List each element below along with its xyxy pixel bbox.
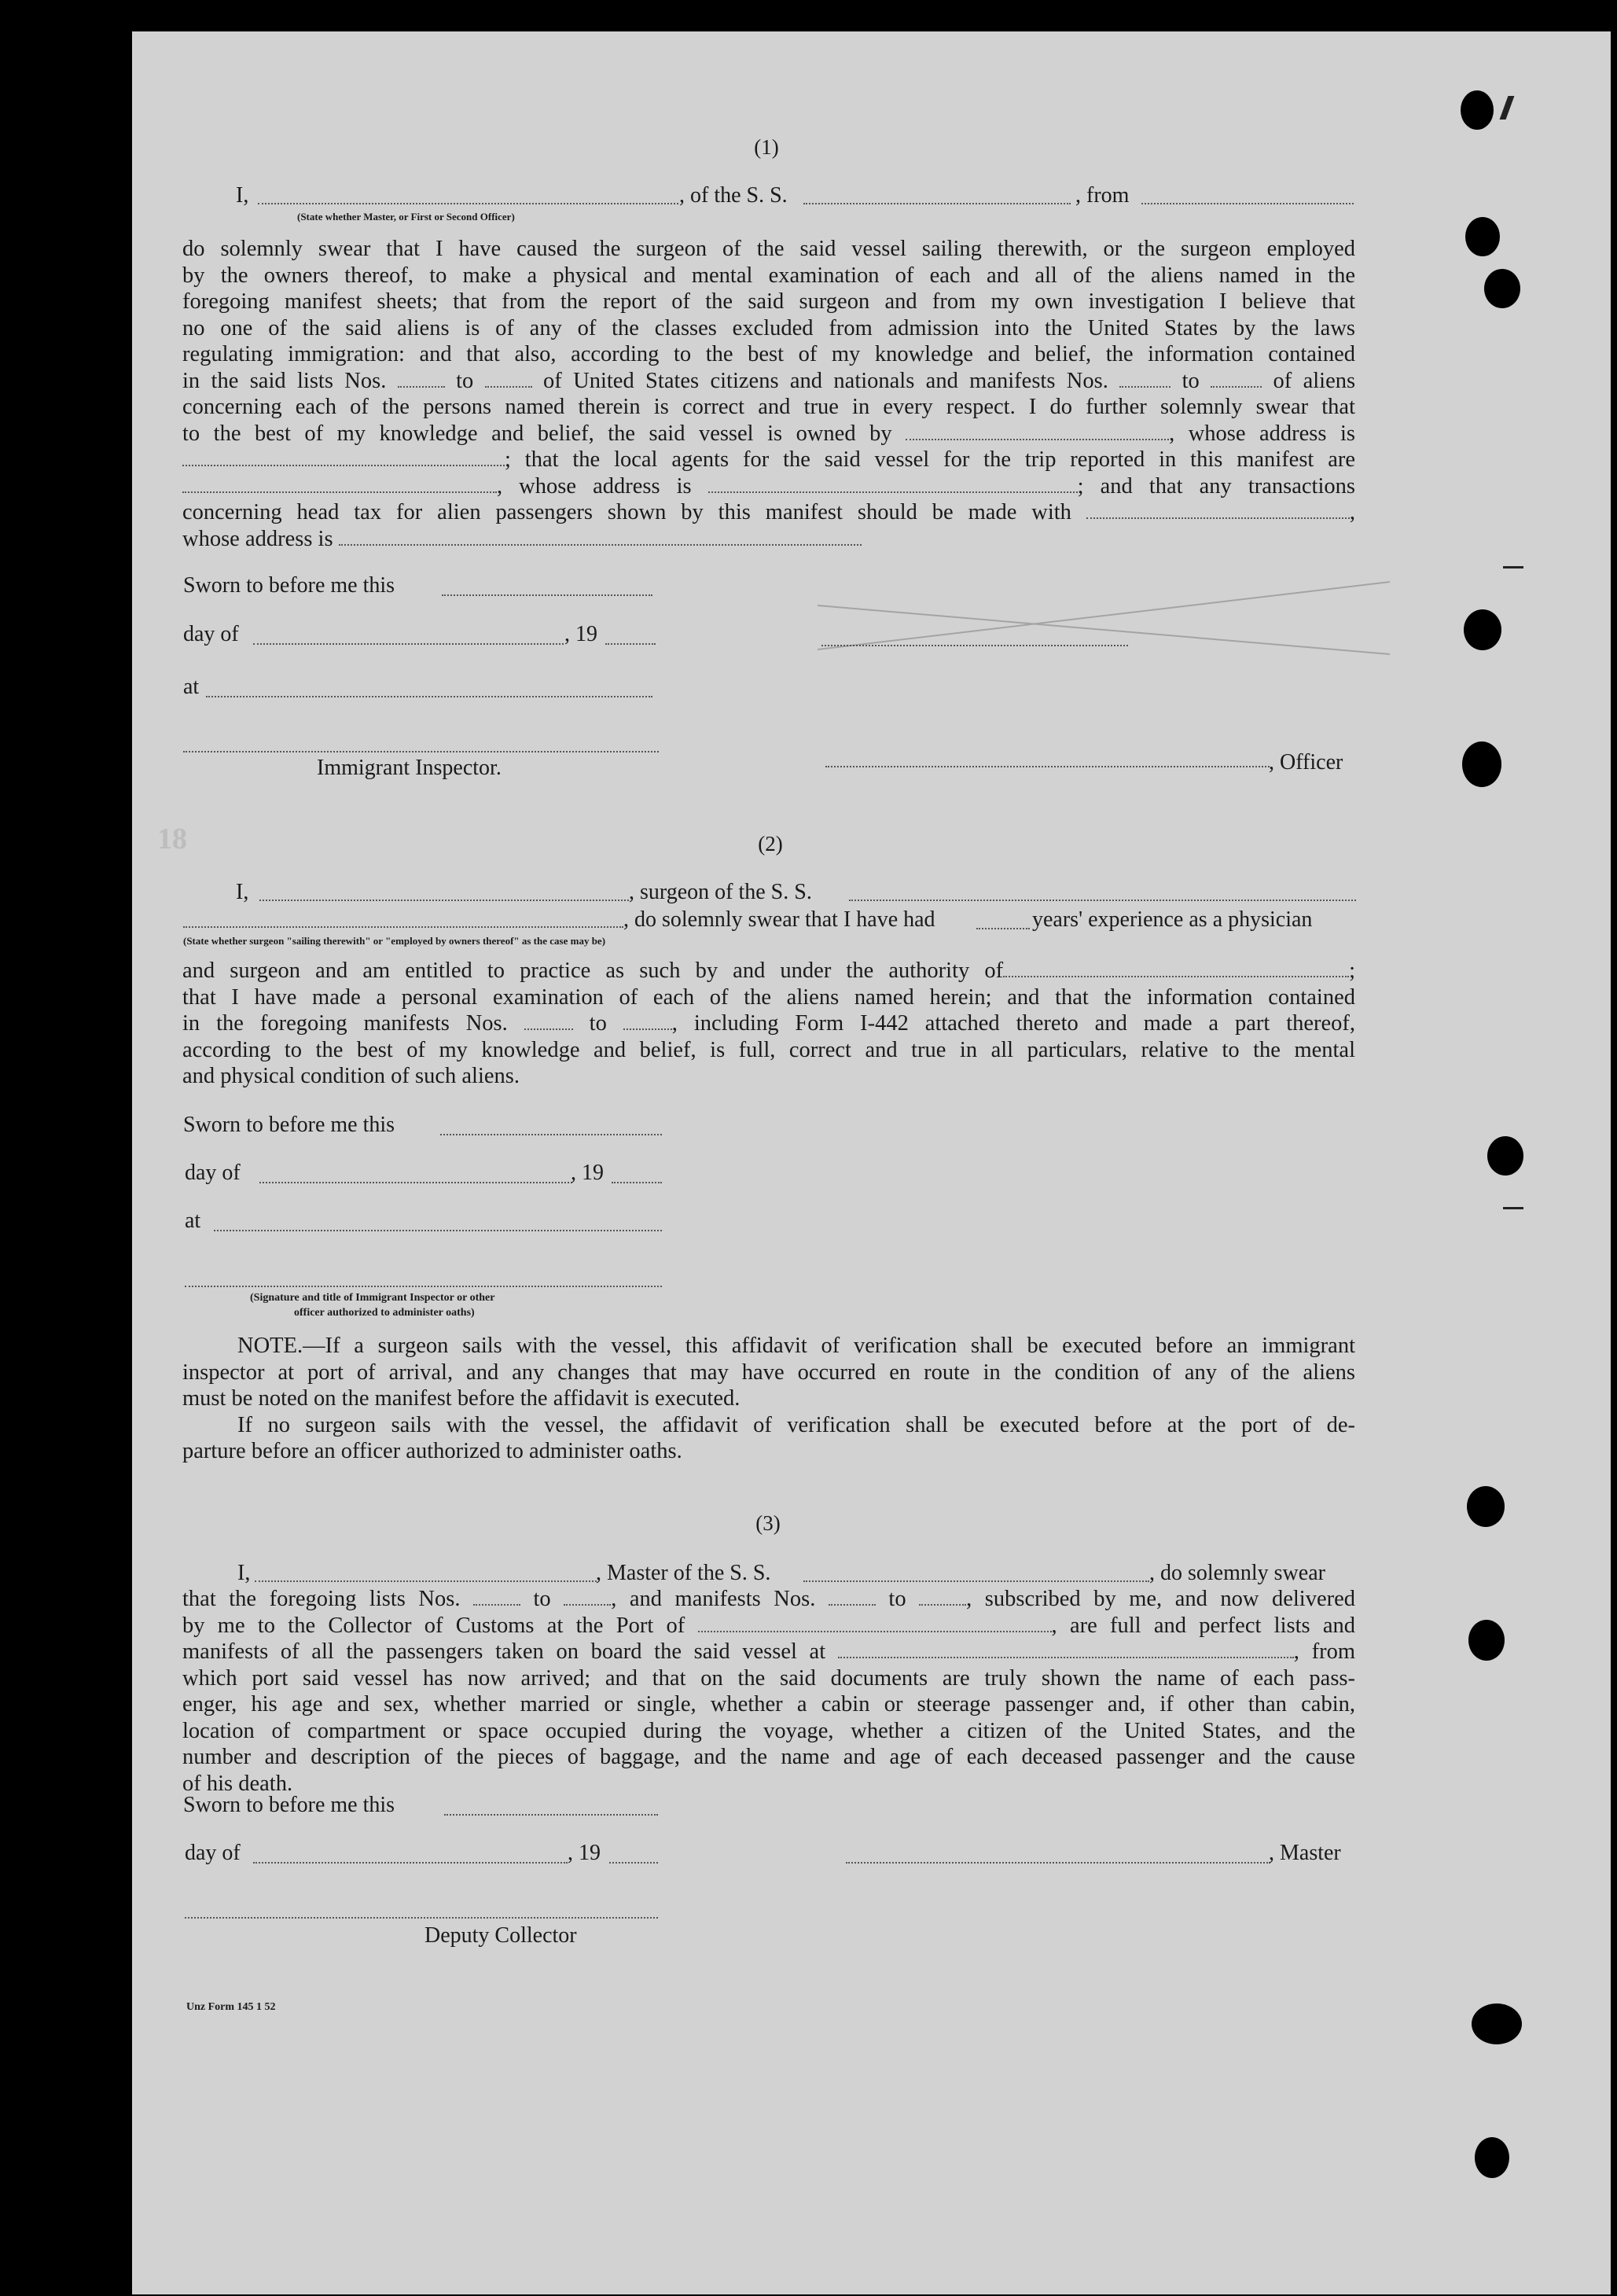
s3-line: location of compartment or space occupied during the voyage, whether a citizen of the United States, and the: [182, 1718, 1355, 1743]
punch-hole: [1465, 217, 1500, 256]
punch-hole: [1467, 1486, 1505, 1527]
s1-headtax-address-field[interactable]: [339, 527, 862, 546]
s1-manifests-to-field[interactable]: [1211, 369, 1262, 388]
s2-ss-label: , surgeon of the S. S.: [629, 880, 812, 904]
s2-year-field[interactable]: [612, 1182, 662, 1183]
s1-sworn-label: Sworn to before me this: [183, 573, 395, 598]
s2-at-label: at: [185, 1209, 201, 1233]
punch-hole: [1475, 2137, 1509, 2178]
s2-note2-line: parture before an officer authorized to administer oaths.: [182, 1439, 682, 1463]
s1-owner-field[interactable]: [906, 421, 1169, 440]
s2-note-paragraph: [182, 1333, 1355, 1465]
s2-manifests-from-field[interactable]: [524, 1011, 573, 1030]
s1-lists-from-field[interactable]: [398, 369, 445, 388]
s1-inspector-signature-line[interactable]: [183, 751, 659, 752]
s2-oath-paragraph: [182, 958, 1355, 1090]
s3-line-lists: that the foregoing lists Nos. to , and manifests Nos. to , subscribed by me, and now delivered: [182, 1587, 1356, 1611]
s3-master-signature-line[interactable]: [846, 1862, 1270, 1864]
s1-inspector-label: Immigrant Inspector.: [317, 756, 502, 780]
s1-officer-label: , Officer: [1269, 750, 1343, 775]
s2-sworn-label: Sworn to before me this: [183, 1113, 395, 1137]
s1-year-label: , 19: [564, 622, 597, 646]
s1-line-agents: ; that the local agents for the said vessel for the trip reported in this manifest are: [182, 447, 1355, 473]
s3-taken-at-field[interactable]: [838, 1639, 1294, 1658]
s1-line: no one of the said aliens is of any of the classes excluded from admission into the United States by the laws: [182, 315, 1355, 340]
s1-line-lists: in the said lists Nos. to of United States citizens and nationals and manifests Nos. to of aliens: [182, 368, 1356, 393]
s3-line-taken: manifests of all the passengers taken on board the said vessel at , from: [182, 1639, 1355, 1664]
s1-oath-paragraph: [182, 236, 1355, 552]
s2-manifests-to-field[interactable]: [623, 1011, 672, 1030]
s1-line-headtax: concerning head tax for alien passengers shown by this manifest should be made with ,: [182, 500, 1355, 524]
margin-tick: [1503, 566, 1523, 568]
s2-line: according to the best of my knowledge and belief, is full, correct and true in all particulars, relative to the mental: [182, 1037, 1355, 1062]
s2-swear-label: , do solemnly swear that I have had: [623, 907, 935, 932]
s2-years-label: years' experience as a physician: [1032, 907, 1313, 932]
s2-sworn-field[interactable]: [440, 1134, 662, 1135]
s1-dayof-label: day of: [183, 622, 239, 646]
s2-line-authority: and surgeon and am entitled to practice as such by and under the authority of ;: [182, 959, 1355, 983]
s1-officer-note: (State whether Master, or First or Second Officer): [297, 211, 515, 223]
s3-line: which port said vessel has now arrived; and that on the said documents are truly shown the name of each pass-: [182, 1665, 1355, 1691]
s1-officer-signature-line[interactable]: [825, 766, 1270, 767]
section-2-number: (2): [758, 832, 783, 855]
margin-tick: [1503, 1207, 1523, 1209]
s3-line-port: by me to the Collector of Customs at the Port of , are full and perfect lists and: [182, 1613, 1356, 1638]
cross-out-mark: [818, 574, 1399, 660]
s1-line-whose: whose address is: [182, 526, 1355, 553]
s2-years-field[interactable]: [976, 928, 1030, 929]
s2-at-field[interactable]: [214, 1230, 662, 1231]
s1-ss-label: , of the S. S.: [679, 183, 788, 208]
s1-year-field[interactable]: [605, 643, 656, 645]
punch-hole: [1462, 741, 1501, 787]
s1-from-field[interactable]: [1141, 203, 1354, 204]
form-identifier: Unz Form 145 1 52: [186, 2001, 276, 2013]
s3-lists-from-field[interactable]: [473, 1587, 520, 1606]
s1-sworn-field[interactable]: [442, 594, 652, 596]
s1-line-owner: to the best of my knowledge and belief, the said vessel is owned by , whose address is: [182, 421, 1355, 446]
s1-agents-field[interactable]: [182, 474, 497, 493]
s3-manifests-from-field[interactable]: [829, 1587, 876, 1606]
section-3-number: (3): [755, 1511, 781, 1535]
section-1-number: (1): [754, 135, 779, 159]
s1-signature-line-upper[interactable]: [821, 645, 1128, 646]
punch-hole: [1487, 1136, 1523, 1176]
s2-sig-note-2: officer authorized to administer oaths): [294, 1307, 475, 1319]
s3-master-name-field[interactable]: [255, 1580, 597, 1582]
s2-line-manifests: in the foregoing manifests Nos. to , including Form I-442 attached thereto and made a part thereof,: [182, 1011, 1356, 1036]
s3-master-sig-label: , Master: [1269, 1841, 1341, 1865]
s1-from-label: , from: [1075, 183, 1130, 208]
s1-at-field[interactable]: [206, 696, 652, 697]
s2-year-label: , 19: [571, 1161, 604, 1185]
s2-day-field[interactable]: [259, 1182, 572, 1183]
s1-manifests-from-field[interactable]: [1119, 369, 1170, 388]
s2-vessel-field[interactable]: [849, 900, 1356, 901]
s2-surgeon-name-field[interactable]: [259, 900, 629, 901]
s3-manifests-to-field[interactable]: [919, 1587, 966, 1606]
s1-agent-address-field[interactable]: [708, 474, 1078, 493]
s3-port-field[interactable]: [698, 1613, 1052, 1632]
s1-line-agent-address: , whose address is ; and that any transactions: [182, 473, 1355, 500]
s3-swear-label: , do solemnly swear: [1149, 1561, 1325, 1585]
punch-hole: [1461, 90, 1494, 130]
s2-authority-field[interactable]: [1003, 959, 1349, 977]
faded-mark: 18: [157, 822, 187, 855]
s2-dayof-label: day of: [185, 1161, 241, 1185]
s2-note-line: must be noted on the manifest before the affidavit is executed.: [182, 1386, 741, 1411]
s1-line: concerning each of the persons named therein is correct and true in every respect. I do further solemnly swear that: [182, 395, 1355, 419]
s3-year-field[interactable]: [609, 1862, 658, 1864]
s2-signature-line[interactable]: [185, 1286, 662, 1287]
s2-surgeon-status-field[interactable]: [183, 926, 623, 928]
s1-vessel-field[interactable]: [803, 203, 1071, 204]
s1-line: foregoing manifest sheets; that from the report of the said surgeon and from my own investigation I believe that: [182, 289, 1355, 314]
punch-hole: [1484, 269, 1520, 308]
s3-deputy-signature-line[interactable]: [185, 1917, 658, 1919]
s1-line: regulating immigration: and that also, according to the best of my knowledge and belief, the information contained: [182, 342, 1355, 366]
s1-headtax-field[interactable]: [1086, 500, 1350, 519]
s3-master-label: , Master of the S. S.: [596, 1561, 771, 1585]
s3-vessel-field[interactable]: [803, 1580, 1149, 1582]
punch-hole: [1468, 1620, 1505, 1661]
s2-i-label: I,: [236, 880, 249, 904]
s3-oath-paragraph: [182, 1586, 1355, 1797]
s3-deputy-label: Deputy Collector: [424, 1923, 577, 1948]
s3-line: number and description of the pieces of baggage, and the name and age of each deceased passenger and the cause: [182, 1745, 1355, 1769]
s2-note-line: NOTE.—If a surgeon sails with the vessel, this affidavit of verification shall be executed before an immigrant: [237, 1334, 1355, 1358]
s2-surgeon-note: (State whether surgeon "sailing therewith" or "employed by owners thereof" as the case may be): [183, 935, 606, 947]
s3-year-label: , 19: [568, 1841, 601, 1865]
s2-line: and physical condition of such aliens.: [182, 1064, 520, 1088]
s1-officer-field[interactable]: [258, 203, 678, 204]
punch-hole: [1464, 609, 1501, 650]
s3-line: enger, his age and sex, whether married or single, whether a cabin or steerage passenger and, if other than cabin,: [182, 1692, 1355, 1716]
s3-sworn-label: Sworn to before me this: [183, 1793, 395, 1817]
s3-lists-to-field[interactable]: [564, 1587, 611, 1606]
s1-lists-to-field[interactable]: [485, 369, 532, 388]
s3-line: of his death.: [182, 1771, 293, 1796]
s1-i-label: I,: [236, 183, 249, 208]
s1-day-field[interactable]: [253, 643, 564, 645]
punch-hole: [1472, 2003, 1522, 2044]
s1-at-label: at: [183, 675, 200, 699]
s3-sworn-field[interactable]: [444, 1814, 658, 1816]
s2-sig-note-1: (Signature and title of Immigrant Inspector or other: [250, 1292, 495, 1304]
s2-note2-line: If no surgeon sails with the vessel, the affidavit of verification shall be executed before at the port of de-: [237, 1412, 1355, 1437]
s2-note-line: inspector at port of arrival, and any changes that may have occurred en route in the condition of any of the aliens: [182, 1360, 1355, 1385]
s1-line: do solemnly swear that I have caused the surgeon of the said vessel sailing therewith, or the surgeon employed: [182, 237, 1355, 261]
s2-line: that I have made a personal examination of each of the aliens named herein; and that the information contained: [182, 984, 1355, 1010]
s3-day-field[interactable]: [253, 1862, 568, 1864]
s1-line: by the owners thereof, to make a physical and mental examination of each and all of the aliens named in the: [182, 263, 1355, 288]
s3-dayof-label: day of: [185, 1841, 241, 1865]
s1-owner-address-field[interactable]: [182, 447, 505, 466]
s3-i-label: I,: [237, 1561, 251, 1585]
